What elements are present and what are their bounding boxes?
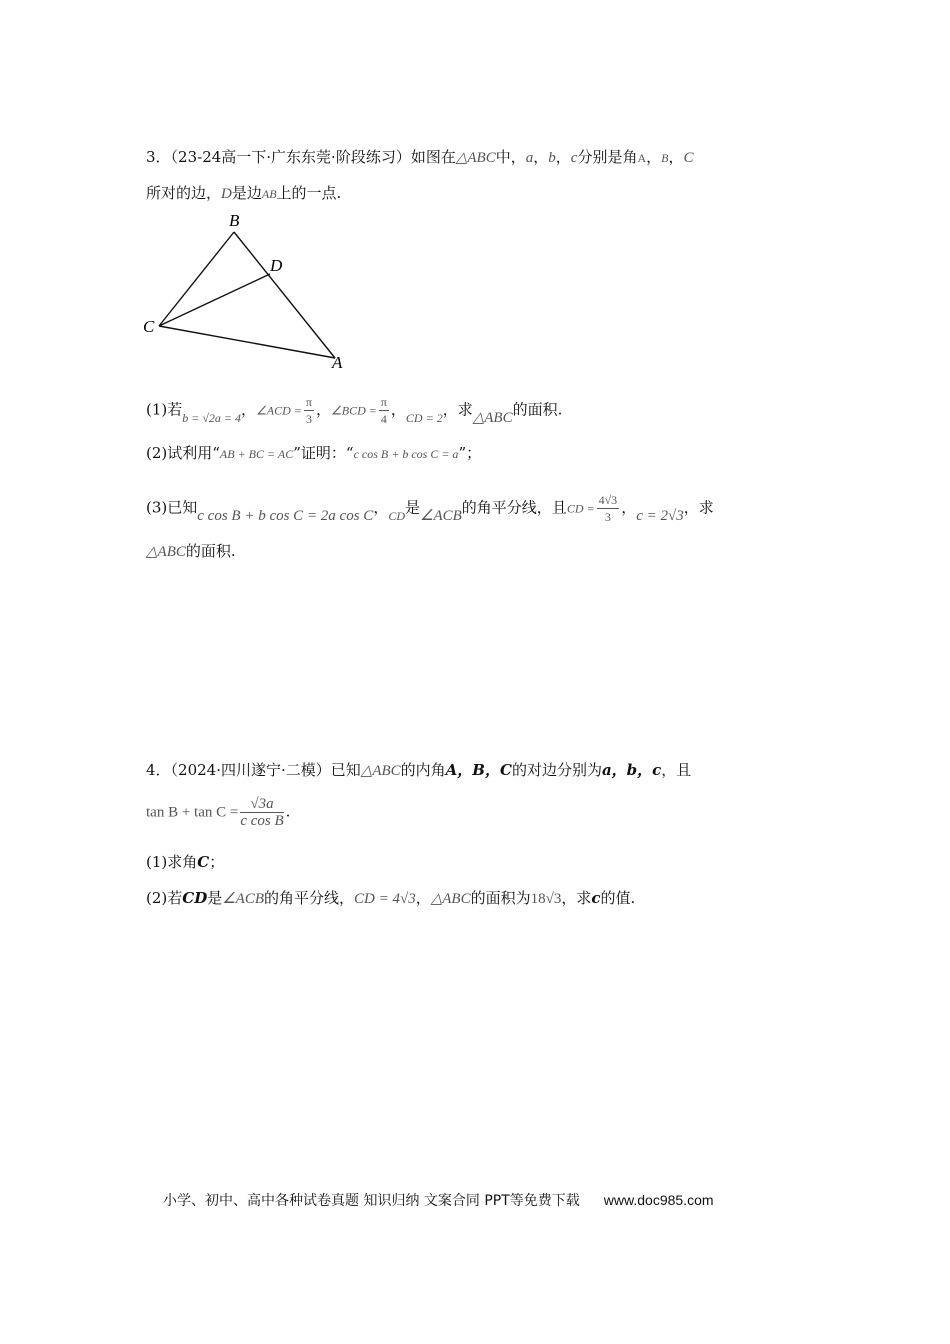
q3-angle-b: B bbox=[661, 151, 669, 165]
q3-p3-frac bbox=[597, 492, 620, 525]
q3-p1-eq4: CD = 2 bbox=[405, 410, 443, 425]
q4-p2-triangle: △ABC bbox=[430, 891, 471, 907]
q3-text: 是边 bbox=[231, 184, 262, 202]
q3-text: ，求 bbox=[442, 400, 473, 419]
q3-sep: ， bbox=[241, 400, 257, 419]
q4-part-1 bbox=[146, 851, 224, 873]
q3-p3-c-eq: c = 2√3 bbox=[636, 507, 684, 524]
q4-eq-num: √3a bbox=[240, 796, 283, 813]
q3-p3-eq1: c cos B + b cos C = 2a cos C bbox=[197, 507, 374, 524]
q4-angles: A，B，C bbox=[445, 761, 512, 779]
q3-p1-frac1-den: 3 bbox=[305, 412, 312, 426]
q4-p2-val: 18√3 bbox=[530, 891, 562, 907]
q4-p2-angle: ∠ACB bbox=[222, 891, 264, 907]
q3-sep: ， bbox=[390, 400, 406, 419]
q3-p1-label: (1)若 bbox=[146, 400, 183, 419]
q3-text: 是 bbox=[405, 498, 421, 517]
q3-text: 中， bbox=[495, 148, 526, 166]
q3-p3-frac-den: 3 bbox=[604, 510, 611, 524]
q3-p1-frac2-den: 4 bbox=[380, 412, 387, 426]
q4-sep: ， bbox=[415, 889, 431, 907]
edge-ba bbox=[234, 232, 335, 358]
q4-source: （2024·四川遂宁·二模） bbox=[170, 761, 331, 779]
q4-sides: a，b，c bbox=[601, 761, 662, 779]
q4-eq-left: tan B + tan C = bbox=[146, 804, 239, 821]
q3-line-1 bbox=[146, 146, 694, 169]
q4-p2-label: (2)若 bbox=[146, 889, 183, 907]
q3-text: 的面积. bbox=[512, 400, 563, 419]
q3-p1-frac2-num: π bbox=[380, 395, 387, 409]
q4-text: 的内角 bbox=[400, 761, 446, 779]
q3-triangle: △ABC bbox=[472, 409, 513, 426]
label-d: D bbox=[270, 256, 283, 275]
q4-eq-den: c cos B bbox=[240, 813, 284, 829]
q4-part-2 bbox=[146, 887, 635, 910]
q3-text: 的面积. bbox=[185, 542, 236, 560]
q3-sep: ， bbox=[315, 400, 331, 419]
q3-angle-a: A bbox=[637, 151, 647, 165]
q4-text: 的面积为 bbox=[470, 889, 531, 907]
q3-p1-eq2: ∠ACD = bbox=[256, 403, 302, 418]
q3-triangle: △ABC bbox=[146, 544, 186, 560]
q3-p2-eq1: AB + BC = AC bbox=[219, 447, 294, 461]
label-a: A bbox=[332, 353, 343, 372]
q3-var-c: c bbox=[570, 150, 578, 166]
q4-eq-end: . bbox=[285, 802, 291, 821]
q3-line-2 bbox=[146, 182, 341, 205]
q3-p1-eq1: b = √2a = 4 bbox=[182, 410, 242, 425]
q3-triangle: △ABC bbox=[455, 150, 496, 166]
q3-p1-eq3: ∠BCD = bbox=[330, 403, 377, 418]
q3-var-a: a bbox=[525, 150, 534, 166]
footer-text: 小学、初中、高中各种试卷真题 知识归纳 文案合同 PPT等免费下载 bbox=[163, 1193, 580, 1209]
q3-p1-frac1 bbox=[304, 394, 314, 427]
q3-text: 分别是角 bbox=[577, 148, 638, 166]
q3-sep: ， bbox=[646, 148, 662, 166]
q4-triangle: △ABC bbox=[360, 763, 401, 779]
q3-p3-cd-eq: CD = bbox=[566, 501, 595, 516]
q3-sep: ， bbox=[621, 498, 637, 517]
triangle-figure bbox=[140, 210, 360, 375]
q3-text: 的角平分线，且 bbox=[461, 498, 567, 517]
q3-p2-eq2: c cos B + b cos C = a bbox=[353, 447, 459, 461]
edge-ca bbox=[159, 326, 335, 358]
q3-sep: ， bbox=[373, 498, 389, 517]
q4-p1-c: C bbox=[197, 853, 210, 871]
q4-text: ； bbox=[209, 853, 225, 871]
q3-p2-label: (2)试利用“ bbox=[146, 444, 220, 462]
q4-p2-cd: CD bbox=[182, 889, 208, 907]
q3-p1-frac2 bbox=[379, 394, 389, 427]
q3-source: （23-24高一下·广东东莞·阶段练习） bbox=[170, 148, 411, 166]
q3-text: ，求 bbox=[683, 498, 714, 517]
q4-p2-cd-eq: CD = 4√3 bbox=[354, 891, 416, 907]
q3-part-1 bbox=[146, 394, 562, 427]
q3-seg-ab: AB bbox=[261, 187, 277, 201]
q4-text: 的值. bbox=[600, 889, 636, 907]
segment-cd bbox=[159, 274, 270, 326]
q3-var-b: b bbox=[548, 150, 556, 166]
q3-p3-cd: CD bbox=[388, 508, 405, 523]
q3-p3-label: (3)已知 bbox=[146, 498, 198, 517]
q4-line-2 bbox=[146, 796, 290, 829]
q3-part-2 bbox=[146, 442, 481, 465]
q3-p3-frac-num: 4√3 bbox=[598, 493, 618, 507]
q3-text: 上的一点. bbox=[276, 184, 342, 202]
q3-sep: ， bbox=[533, 148, 549, 166]
q3-text: ”； bbox=[458, 444, 482, 462]
q3-angle-c: C bbox=[683, 150, 694, 166]
q4-text: 已知 bbox=[330, 761, 361, 779]
q4-line-1 bbox=[146, 759, 691, 782]
q3-sep: ， bbox=[555, 148, 571, 166]
q4-text: ，求 bbox=[561, 889, 592, 907]
q3-text: ”证明：“ bbox=[293, 444, 354, 462]
q3-text: 所对的边， bbox=[146, 184, 222, 202]
page-footer bbox=[163, 1190, 714, 1210]
q4-text: 的对边分别为 bbox=[511, 761, 602, 779]
q4-number: 4． bbox=[146, 761, 171, 779]
q4-text: 的角平分线， bbox=[264, 889, 355, 907]
label-b: B bbox=[229, 211, 240, 230]
q3-number: 3． bbox=[146, 148, 171, 166]
q3-point-d: D bbox=[221, 186, 232, 202]
q3-p3-angle: ∠ACB bbox=[420, 507, 462, 524]
footer-url[interactable]: www.doc985.com bbox=[603, 1192, 714, 1208]
q4-eq-frac bbox=[240, 796, 283, 829]
q3-p1-frac1-num: π bbox=[305, 395, 312, 409]
q4-p2-c: c bbox=[591, 889, 601, 907]
q3-part-3-cont bbox=[146, 540, 236, 563]
q3-part-3 bbox=[146, 492, 714, 525]
q4-text: ，且 bbox=[661, 761, 692, 779]
q3-text: 如图在 bbox=[410, 148, 456, 166]
edge-bc bbox=[159, 232, 234, 326]
q4-text: 是 bbox=[207, 889, 223, 907]
q3-sep: ， bbox=[668, 148, 684, 166]
label-c: C bbox=[143, 317, 155, 336]
q4-p1-label: (1)求角 bbox=[146, 853, 198, 871]
